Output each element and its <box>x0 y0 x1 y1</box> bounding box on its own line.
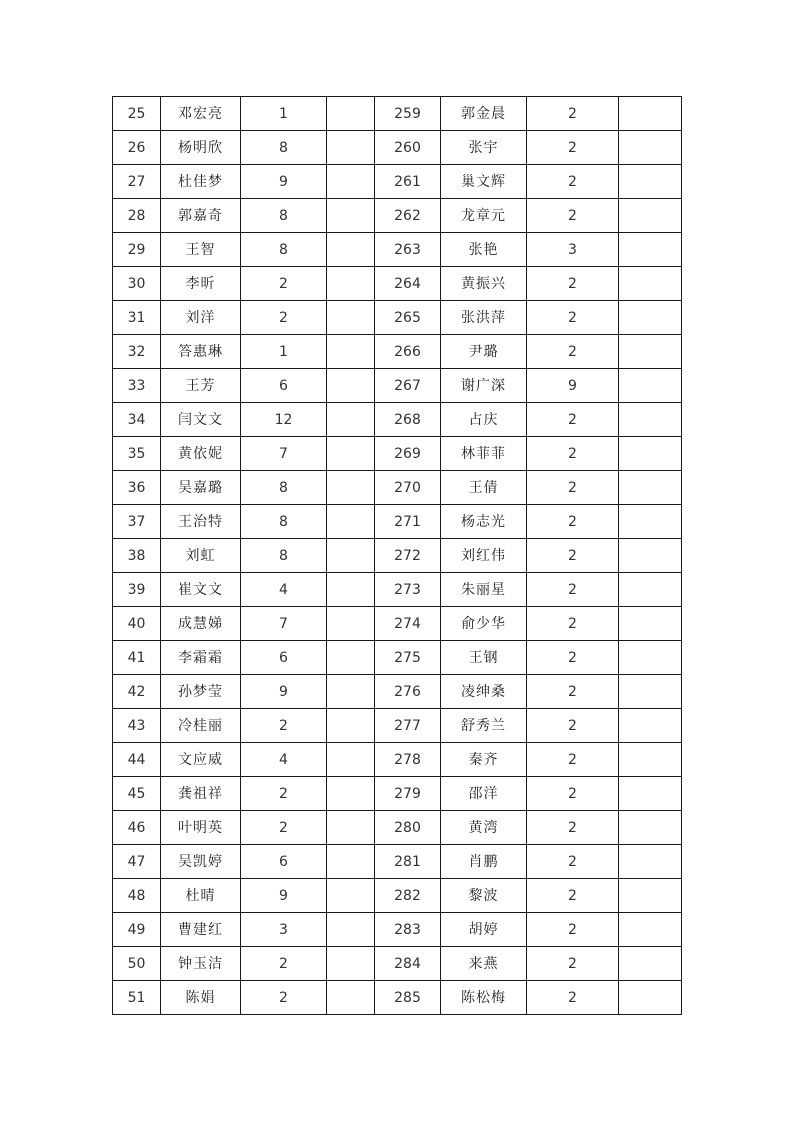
left-note-cell <box>327 165 375 199</box>
left-index-cell: 40 <box>113 607 161 641</box>
right-count-cell: 2 <box>527 505 619 539</box>
right-note-cell <box>619 403 682 437</box>
right-name-cell: 秦齐 <box>441 743 527 777</box>
left-count-cell: 8 <box>241 233 327 267</box>
left-name-cell: 叶明英 <box>161 811 241 845</box>
right-name-cell: 舒秀兰 <box>441 709 527 743</box>
right-note-cell <box>619 743 682 777</box>
right-name-cell: 谢广深 <box>441 369 527 403</box>
left-note-cell <box>327 641 375 675</box>
right-count-cell: 2 <box>527 335 619 369</box>
left-count-cell: 1 <box>241 97 327 131</box>
right-note-cell <box>619 505 682 539</box>
right-name-cell: 尹璐 <box>441 335 527 369</box>
right-note-cell <box>619 267 682 301</box>
left-note-cell <box>327 267 375 301</box>
left-note-cell <box>327 233 375 267</box>
right-index-cell: 277 <box>375 709 441 743</box>
right-index-cell: 263 <box>375 233 441 267</box>
table-row <box>113 199 682 233</box>
left-count-cell: 3 <box>241 913 327 947</box>
table-row <box>113 709 682 743</box>
table-row <box>113 97 682 131</box>
left-name-cell: 李昕 <box>161 267 241 301</box>
right-name-cell: 黄湾 <box>441 811 527 845</box>
left-count-cell: 8 <box>241 471 327 505</box>
left-count-cell: 8 <box>241 539 327 573</box>
right-name-cell: 陈松梅 <box>441 981 527 1015</box>
right-note-cell <box>619 709 682 743</box>
left-name-cell: 闫文文 <box>161 403 241 437</box>
left-name-cell: 龚祖祥 <box>161 777 241 811</box>
right-note-cell <box>619 879 682 913</box>
left-count-cell: 2 <box>241 947 327 981</box>
table-row <box>113 947 682 981</box>
right-index-cell: 270 <box>375 471 441 505</box>
right-note-cell <box>619 233 682 267</box>
roster-body <box>113 97 682 1015</box>
right-index-cell: 283 <box>375 913 441 947</box>
table-row <box>113 165 682 199</box>
left-name-cell: 曹建红 <box>161 913 241 947</box>
right-name-cell: 邵洋 <box>441 777 527 811</box>
left-count-cell: 9 <box>241 879 327 913</box>
right-index-cell: 282 <box>375 879 441 913</box>
left-note-cell <box>327 777 375 811</box>
left-index-cell: 35 <box>113 437 161 471</box>
right-name-cell: 黎波 <box>441 879 527 913</box>
right-name-cell: 郭金晨 <box>441 97 527 131</box>
left-count-cell: 7 <box>241 607 327 641</box>
left-note-cell <box>327 811 375 845</box>
right-name-cell: 王钢 <box>441 641 527 675</box>
right-index-cell: 264 <box>375 267 441 301</box>
right-note-cell <box>619 437 682 471</box>
left-name-cell: 文应威 <box>161 743 241 777</box>
left-index-cell: 39 <box>113 573 161 607</box>
right-count-cell: 2 <box>527 675 619 709</box>
right-note-cell <box>619 981 682 1015</box>
left-name-cell: 冷桂丽 <box>161 709 241 743</box>
left-note-cell <box>327 403 375 437</box>
table-row <box>113 539 682 573</box>
left-name-cell: 刘虹 <box>161 539 241 573</box>
right-index-cell: 271 <box>375 505 441 539</box>
right-note-cell <box>619 641 682 675</box>
table-row <box>113 607 682 641</box>
left-name-cell: 成慧娣 <box>161 607 241 641</box>
right-count-cell: 2 <box>527 573 619 607</box>
left-name-cell: 杜佳梦 <box>161 165 241 199</box>
left-note-cell <box>327 369 375 403</box>
left-note-cell <box>327 573 375 607</box>
right-index-cell: 266 <box>375 335 441 369</box>
left-note-cell <box>327 709 375 743</box>
right-index-cell: 268 <box>375 403 441 437</box>
right-note-cell <box>619 777 682 811</box>
left-name-cell: 刘洋 <box>161 301 241 335</box>
left-count-cell: 8 <box>241 131 327 165</box>
left-note-cell <box>327 879 375 913</box>
right-name-cell: 张艳 <box>441 233 527 267</box>
roster-table <box>112 96 682 1015</box>
right-index-cell: 260 <box>375 131 441 165</box>
left-name-cell: 答惠琳 <box>161 335 241 369</box>
left-note-cell <box>327 539 375 573</box>
left-name-cell: 黄依妮 <box>161 437 241 471</box>
table-row <box>113 641 682 675</box>
left-index-cell: 36 <box>113 471 161 505</box>
left-count-cell: 2 <box>241 981 327 1015</box>
left-index-cell: 42 <box>113 675 161 709</box>
table-row <box>113 403 682 437</box>
right-name-cell: 黄振兴 <box>441 267 527 301</box>
right-note-cell <box>619 947 682 981</box>
left-note-cell <box>327 675 375 709</box>
right-count-cell: 2 <box>527 709 619 743</box>
table-row <box>113 369 682 403</box>
right-count-cell: 2 <box>527 811 619 845</box>
left-note-cell <box>327 199 375 233</box>
right-name-cell: 刘红伟 <box>441 539 527 573</box>
left-index-cell: 27 <box>113 165 161 199</box>
left-index-cell: 43 <box>113 709 161 743</box>
right-name-cell: 张洪萍 <box>441 301 527 335</box>
left-index-cell: 34 <box>113 403 161 437</box>
right-index-cell: 261 <box>375 165 441 199</box>
right-count-cell: 2 <box>527 879 619 913</box>
right-count-cell: 2 <box>527 947 619 981</box>
right-index-cell: 281 <box>375 845 441 879</box>
left-index-cell: 26 <box>113 131 161 165</box>
left-note-cell <box>327 981 375 1015</box>
right-count-cell: 9 <box>527 369 619 403</box>
table-row <box>113 743 682 777</box>
table-row <box>113 913 682 947</box>
right-count-cell: 2 <box>527 131 619 165</box>
left-name-cell: 孙梦莹 <box>161 675 241 709</box>
right-index-cell: 259 <box>375 97 441 131</box>
table-row <box>113 573 682 607</box>
left-index-cell: 25 <box>113 97 161 131</box>
right-note-cell <box>619 845 682 879</box>
left-note-cell <box>327 301 375 335</box>
left-name-cell: 郭嘉奇 <box>161 199 241 233</box>
left-index-cell: 46 <box>113 811 161 845</box>
right-note-cell <box>619 301 682 335</box>
table-row <box>113 879 682 913</box>
left-index-cell: 29 <box>113 233 161 267</box>
left-index-cell: 47 <box>113 845 161 879</box>
right-name-cell: 杨志光 <box>441 505 527 539</box>
left-count-cell: 8 <box>241 505 327 539</box>
table-row <box>113 981 682 1015</box>
right-count-cell: 3 <box>527 233 619 267</box>
right-index-cell: 275 <box>375 641 441 675</box>
left-name-cell: 吴凯婷 <box>161 845 241 879</box>
right-index-cell: 280 <box>375 811 441 845</box>
left-note-cell <box>327 471 375 505</box>
right-note-cell <box>619 811 682 845</box>
table-row <box>113 675 682 709</box>
left-count-cell: 9 <box>241 165 327 199</box>
table-row <box>113 505 682 539</box>
left-name-cell: 王芳 <box>161 369 241 403</box>
right-index-cell: 265 <box>375 301 441 335</box>
right-note-cell <box>619 199 682 233</box>
right-index-cell: 269 <box>375 437 441 471</box>
left-count-cell: 12 <box>241 403 327 437</box>
right-name-cell: 肖鹏 <box>441 845 527 879</box>
right-count-cell: 2 <box>527 403 619 437</box>
table-row <box>113 233 682 267</box>
right-note-cell <box>619 607 682 641</box>
table-row <box>113 811 682 845</box>
right-count-cell: 2 <box>527 981 619 1015</box>
left-count-cell: 2 <box>241 267 327 301</box>
left-name-cell: 陈娟 <box>161 981 241 1015</box>
left-note-cell <box>327 437 375 471</box>
right-name-cell: 俞少华 <box>441 607 527 641</box>
right-count-cell: 2 <box>527 301 619 335</box>
left-count-cell: 2 <box>241 301 327 335</box>
right-note-cell <box>619 675 682 709</box>
table-row <box>113 777 682 811</box>
right-count-cell: 2 <box>527 97 619 131</box>
left-index-cell: 31 <box>113 301 161 335</box>
right-count-cell: 2 <box>527 437 619 471</box>
right-note-cell <box>619 369 682 403</box>
left-name-cell: 杨明欣 <box>161 131 241 165</box>
left-count-cell: 4 <box>241 573 327 607</box>
left-note-cell <box>327 947 375 981</box>
left-name-cell: 邓宏亮 <box>161 97 241 131</box>
left-name-cell: 崔文文 <box>161 573 241 607</box>
left-note-cell <box>327 335 375 369</box>
left-count-cell: 2 <box>241 811 327 845</box>
left-index-cell: 49 <box>113 913 161 947</box>
right-note-cell <box>619 97 682 131</box>
left-name-cell: 吴嘉璐 <box>161 471 241 505</box>
right-index-cell: 284 <box>375 947 441 981</box>
right-note-cell <box>619 573 682 607</box>
right-count-cell: 2 <box>527 641 619 675</box>
right-count-cell: 2 <box>527 743 619 777</box>
right-count-cell: 2 <box>527 165 619 199</box>
left-note-cell <box>327 845 375 879</box>
left-count-cell: 1 <box>241 335 327 369</box>
left-count-cell: 8 <box>241 199 327 233</box>
left-count-cell: 2 <box>241 709 327 743</box>
right-name-cell: 王倩 <box>441 471 527 505</box>
table-row <box>113 437 682 471</box>
left-count-cell: 6 <box>241 641 327 675</box>
right-name-cell: 胡婷 <box>441 913 527 947</box>
right-name-cell: 占庆 <box>441 403 527 437</box>
left-name-cell: 杜晴 <box>161 879 241 913</box>
left-index-cell: 33 <box>113 369 161 403</box>
right-index-cell: 278 <box>375 743 441 777</box>
left-count-cell: 6 <box>241 845 327 879</box>
right-index-cell: 272 <box>375 539 441 573</box>
right-name-cell: 龙章元 <box>441 199 527 233</box>
left-index-cell: 48 <box>113 879 161 913</box>
left-index-cell: 50 <box>113 947 161 981</box>
left-index-cell: 38 <box>113 539 161 573</box>
right-index-cell: 267 <box>375 369 441 403</box>
right-count-cell: 2 <box>527 777 619 811</box>
left-index-cell: 44 <box>113 743 161 777</box>
right-count-cell: 2 <box>527 471 619 505</box>
left-index-cell: 51 <box>113 981 161 1015</box>
left-name-cell: 王治特 <box>161 505 241 539</box>
right-note-cell <box>619 913 682 947</box>
left-name-cell: 钟玉洁 <box>161 947 241 981</box>
right-index-cell: 274 <box>375 607 441 641</box>
right-count-cell: 2 <box>527 199 619 233</box>
right-count-cell: 2 <box>527 845 619 879</box>
right-note-cell <box>619 539 682 573</box>
table-row <box>113 131 682 165</box>
left-count-cell: 4 <box>241 743 327 777</box>
table-row <box>113 845 682 879</box>
right-note-cell <box>619 131 682 165</box>
left-count-cell: 9 <box>241 675 327 709</box>
right-name-cell: 巢文辉 <box>441 165 527 199</box>
right-index-cell: 262 <box>375 199 441 233</box>
right-note-cell <box>619 471 682 505</box>
table-row <box>113 471 682 505</box>
table-row <box>113 335 682 369</box>
left-count-cell: 7 <box>241 437 327 471</box>
right-index-cell: 285 <box>375 981 441 1015</box>
table-row <box>113 301 682 335</box>
right-note-cell <box>619 165 682 199</box>
left-count-cell: 2 <box>241 777 327 811</box>
right-count-cell: 2 <box>527 267 619 301</box>
left-note-cell <box>327 131 375 165</box>
right-note-cell <box>619 335 682 369</box>
right-count-cell: 2 <box>527 913 619 947</box>
left-index-cell: 32 <box>113 335 161 369</box>
right-name-cell: 朱丽星 <box>441 573 527 607</box>
right-name-cell: 凌绅桑 <box>441 675 527 709</box>
left-index-cell: 28 <box>113 199 161 233</box>
left-name-cell: 李霜霜 <box>161 641 241 675</box>
left-note-cell <box>327 913 375 947</box>
left-index-cell: 37 <box>113 505 161 539</box>
left-index-cell: 30 <box>113 267 161 301</box>
right-name-cell: 张宇 <box>441 131 527 165</box>
left-note-cell <box>327 505 375 539</box>
left-note-cell <box>327 743 375 777</box>
left-index-cell: 41 <box>113 641 161 675</box>
left-index-cell: 45 <box>113 777 161 811</box>
left-name-cell: 王智 <box>161 233 241 267</box>
left-note-cell <box>327 97 375 131</box>
right-name-cell: 林菲菲 <box>441 437 527 471</box>
right-name-cell: 来燕 <box>441 947 527 981</box>
right-index-cell: 273 <box>375 573 441 607</box>
left-count-cell: 6 <box>241 369 327 403</box>
right-index-cell: 279 <box>375 777 441 811</box>
table-row <box>113 267 682 301</box>
right-count-cell: 2 <box>527 607 619 641</box>
right-index-cell: 276 <box>375 675 441 709</box>
right-count-cell: 2 <box>527 539 619 573</box>
left-note-cell <box>327 607 375 641</box>
